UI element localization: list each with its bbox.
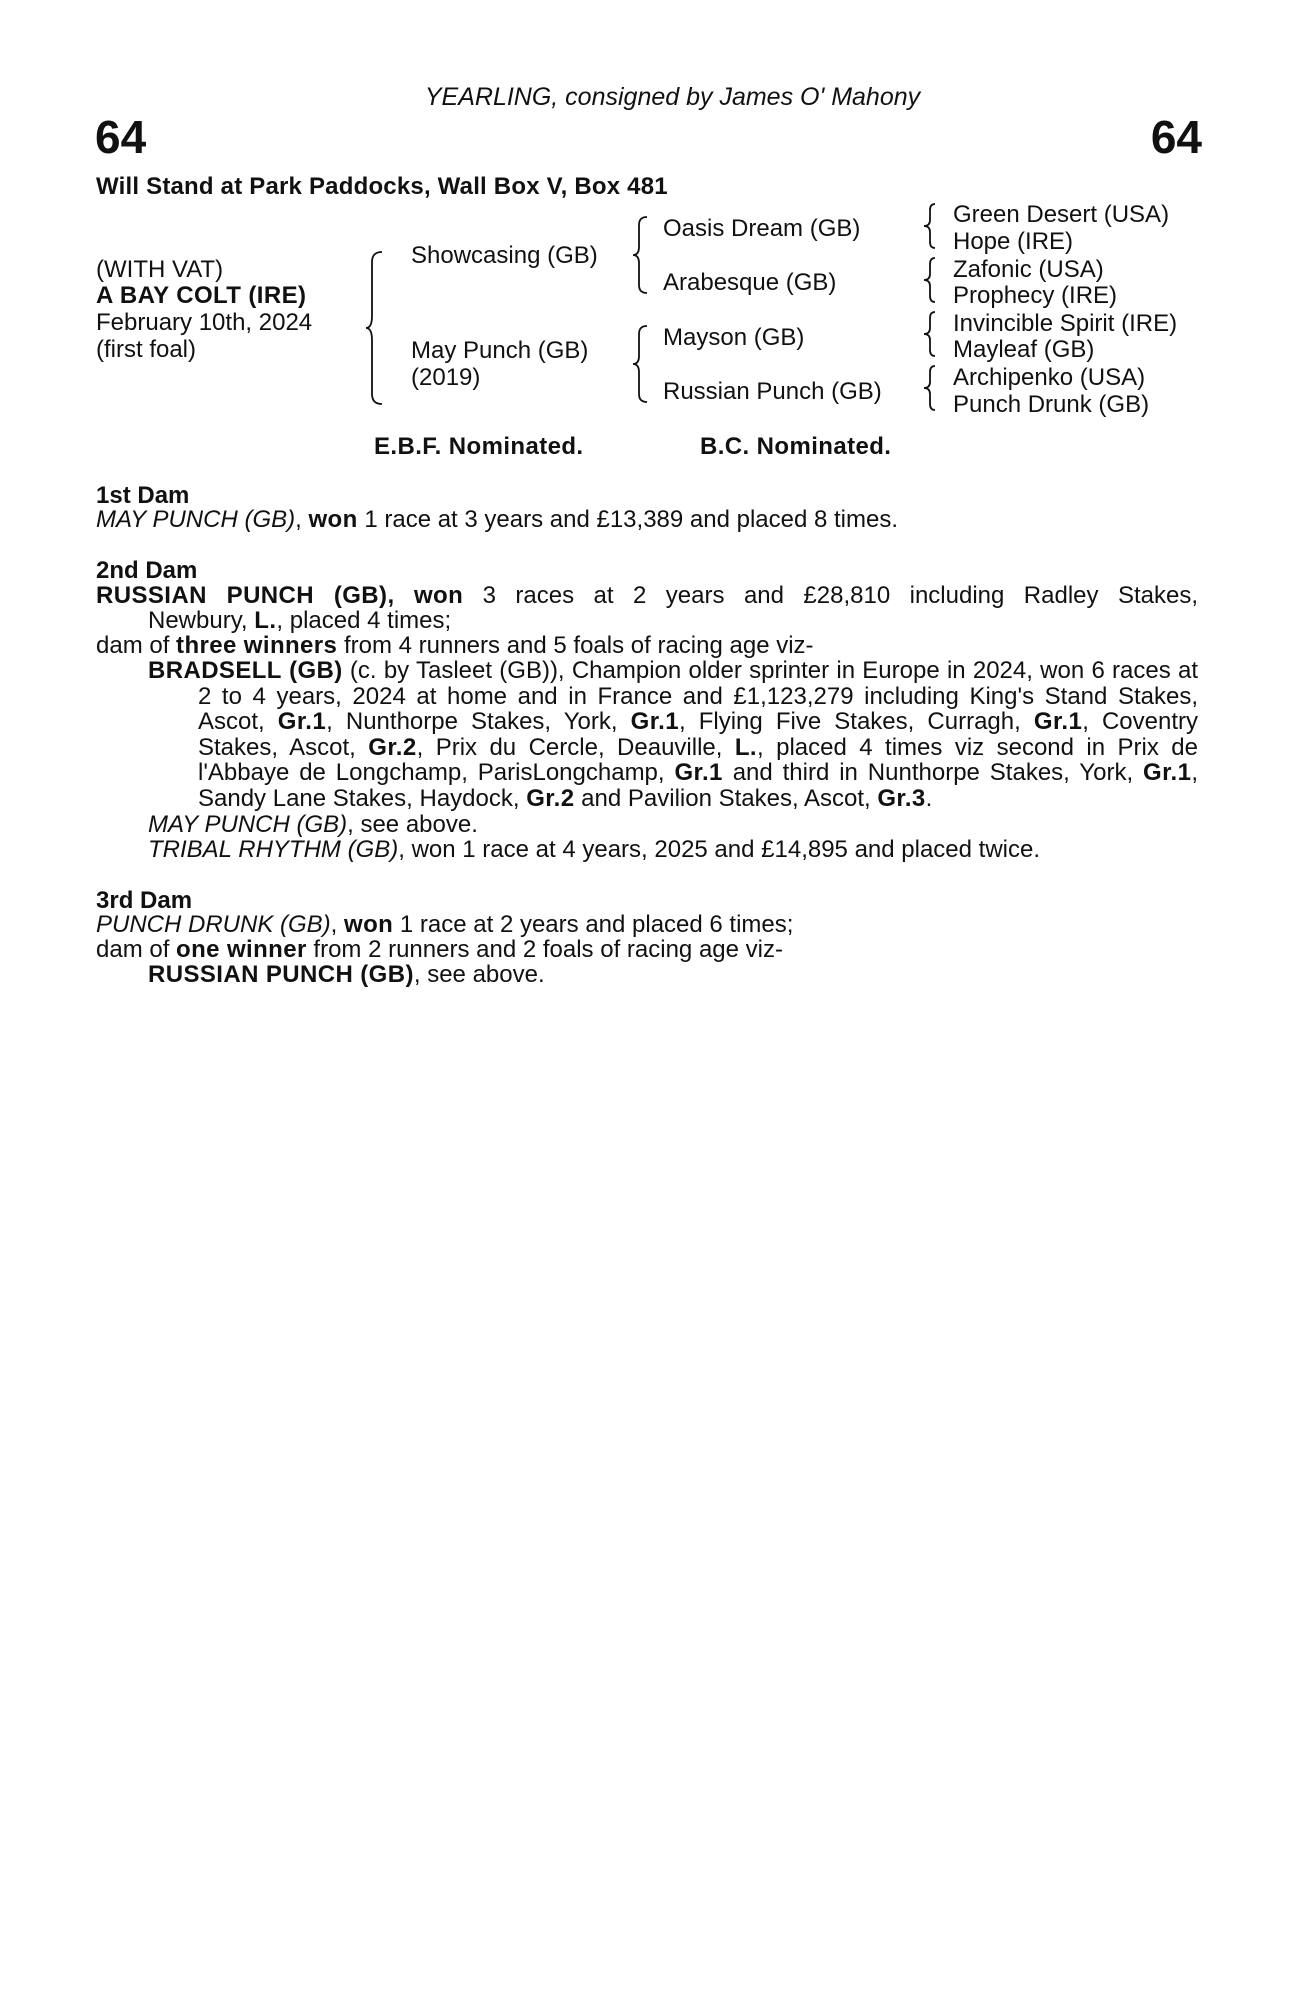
grade-label: Gr.1 [630, 708, 679, 735]
dam-dam-name: Russian Punch (GB) [663, 378, 882, 405]
listed-label: L. [254, 607, 277, 634]
horse-name: A BAY COLT (IRE) [96, 282, 307, 309]
second-dam-heading: 2nd Dam [96, 557, 198, 584]
sale-subtitle: YEARLING, consigned by James O' Mahony [424, 83, 921, 111]
gen3-ancestor: Mayleaf (GB) [953, 336, 1095, 363]
gen3-ancestor: Prophecy (IRE) [953, 282, 1118, 309]
pedigree-brace-g3 [924, 310, 938, 358]
second-dam-produce-summary: dam of three winners from 4 runners and 5 foals of racing age viz- [96, 632, 814, 659]
winners-count: one winner [176, 936, 307, 963]
bc-nomination: B.C. Nominated. [700, 433, 892, 460]
foal-note: (first foal) [96, 336, 197, 363]
grade-label: Gr.1 [1143, 759, 1192, 786]
lot-number-right: 64 [1150, 111, 1202, 163]
gen3-ancestor: Punch Drunk (GB) [953, 391, 1150, 418]
gen3-ancestor: Hope (IRE) [953, 228, 1074, 255]
grade-label: Gr.1 [674, 759, 723, 786]
sire-sire-name: Oasis Dream (GB) [663, 215, 861, 242]
listed-label: L. [734, 733, 758, 761]
dam-year: (2019) [411, 364, 481, 391]
first-dam-record: MAY PUNCH (GB), won 1 race at 3 years and £13,389 and placed 8 times. [96, 506, 899, 533]
sire-name: Showcasing (GB) [411, 242, 598, 269]
won-label: won [344, 911, 394, 938]
grade-label: Gr.1 [277, 708, 327, 735]
won-label: won [308, 506, 358, 533]
won-label: won [413, 582, 464, 609]
pedigree-brace-dam [633, 324, 651, 404]
first-dam-name: MAY PUNCH (GB) [96, 506, 296, 533]
third-dam-name: PUNCH DRUNK (GB) [96, 911, 331, 938]
first-dam-heading: 1st Dam [96, 482, 190, 509]
grade-label: Gr.1 [1033, 708, 1083, 735]
winners-count: three winners [176, 632, 338, 659]
gen3-ancestor: Zafonic (USA) [953, 256, 1104, 283]
second-dam-record: RUSSIAN PUNCH (GB), won 3 races at 2 years and £28,810 including Radley Stakes, [96, 582, 1199, 609]
third-dam-produce-summary: dam of one winner from 2 runners and 2 foals of racing age viz- [96, 936, 783, 963]
grade-label: Gr.2 [526, 784, 575, 812]
second-dam-name: RUSSIAN PUNCH (GB) [96, 582, 388, 609]
produce-entry-tribal-rhythm: TRIBAL RHYTHM (GB), won 1 race at 4 years, 2025 and £14,895 and placed twice. [148, 836, 1041, 863]
dam-name: May Punch (GB) [411, 337, 589, 364]
vat-note: (WITH VAT) [96, 256, 224, 283]
dam-sire-name: Mayson (GB) [663, 324, 805, 351]
gen3-ancestor: Invincible Spirit (IRE) [953, 310, 1178, 337]
pedigree-brace-sire [633, 215, 651, 295]
gen3-ancestor: Green Desert (USA) [953, 201, 1170, 228]
produce-name: RUSSIAN PUNCH (GB) [148, 961, 414, 988]
foaling-date: February 10th, 2024 [96, 309, 313, 336]
ebf-nomination: E.B.F. Nominated. [374, 433, 584, 460]
pedigree-brace-g4 [924, 364, 938, 412]
pedigree-brace-g1 [924, 202, 938, 250]
pedigree-brace-main [366, 250, 386, 406]
stable-location: Will Stand at Park Paddocks, Wall Box V, Box 481 [96, 173, 668, 200]
produce-name: TRIBAL RHYTHM (GB) [148, 836, 399, 863]
gen3-ancestor: Archipenko (USA) [953, 364, 1146, 391]
third-dam-heading: 3rd Dam [96, 887, 193, 914]
grade-label: Gr.2 [368, 733, 417, 761]
produce-name: MAY PUNCH (GB) [148, 811, 348, 838]
pedigree-brace-g2 [924, 256, 938, 304]
second-dam-record-cont: Newbury, L., placed 4 times; [148, 607, 452, 634]
grade-label: Gr.3 [877, 784, 926, 812]
lot-number-left: 64 [95, 111, 147, 163]
sire-dam-name: Arabesque (GB) [663, 269, 837, 296]
produce-entry-russian-punch: RUSSIAN PUNCH (GB), see above. [148, 961, 545, 988]
produce-entry-bradsell: BRADSELL (GB) (c. by Tasleet (GB)), Champion older sprinter in Europe in 2024, won 6 races at 2 to 4 years, 2024 at home and in France and £1,123,279 including King's Stand Stakes, Ascot, Gr.1, Nunthorpe Stakes, York, Gr.1, Flying Five Stakes, Curragh, Gr.1, Coventry Stakes, Ascot, Gr.2, Prix du Cercle, Deauville, L., placed 4 times viz second in Prix de l'Abbaye de Longchamp, ParisLongchamp, Gr.1 and third in Nunthorpe Stakes, York, Gr.1, Sandy Lane Stakes, Haydock, Gr.2 and Pavilion Stakes, Ascot, Gr.3. [148, 657, 1199, 812]
produce-entry-may-punch: MAY PUNCH (GB), see above. [148, 811, 478, 838]
produce-name: BRADSELL (GB) [148, 657, 343, 684]
third-dam-record: PUNCH DRUNK (GB), won 1 race at 2 years and placed 6 times; [96, 911, 794, 938]
